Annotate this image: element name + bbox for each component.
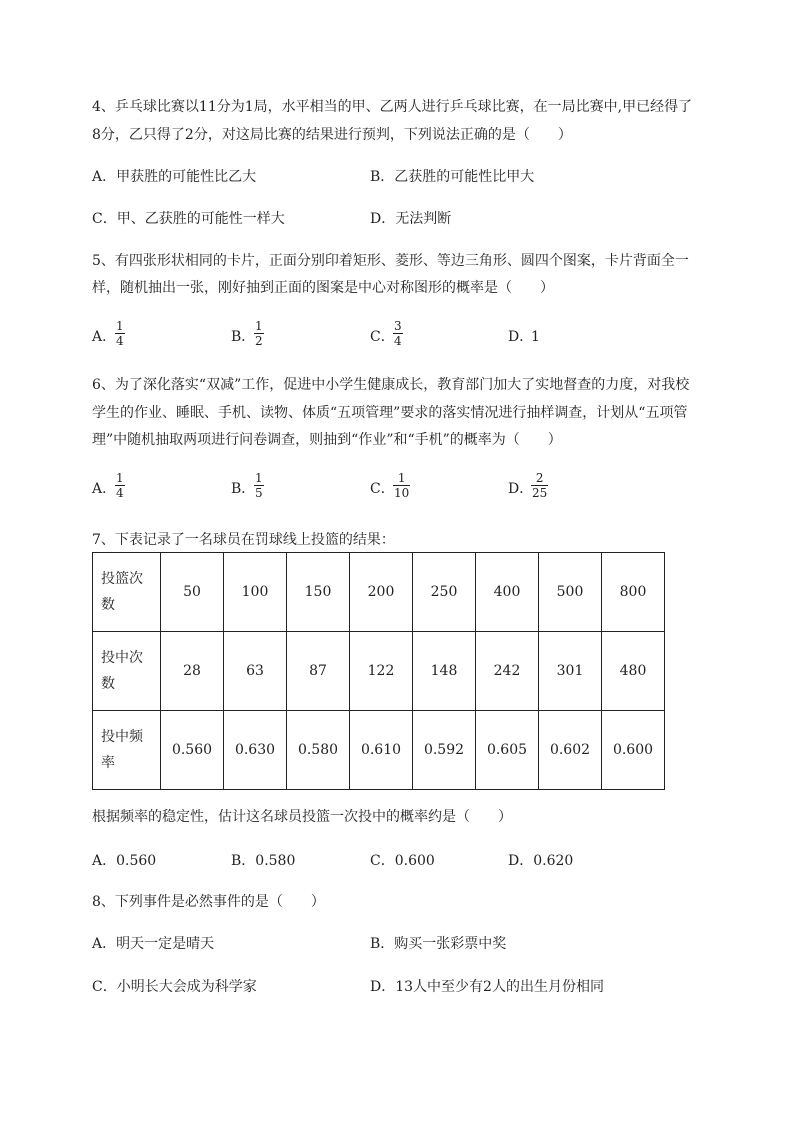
table-row bbox=[93, 553, 665, 632]
q8-option-d: D．13人中至少有2人的出生月份相同 bbox=[370, 979, 604, 995]
table-cell: 0.602 bbox=[539, 711, 602, 790]
fraction-denominator: 4 bbox=[116, 334, 124, 348]
table-cell: 150 bbox=[287, 553, 350, 632]
q7-stem: 7、下表记录了一名球员在罚球线上投篮的结果： bbox=[92, 532, 395, 548]
row-header-line: 率 bbox=[101, 755, 115, 771]
fraction-numerator: 1 bbox=[255, 471, 263, 485]
q4-option-d: D．无法判断 bbox=[370, 211, 452, 227]
q6-option-c-label: C． bbox=[370, 481, 395, 497]
table-cell: 0.630 bbox=[224, 711, 287, 790]
table-cell: 800 bbox=[602, 553, 665, 632]
table-cell: 500 bbox=[539, 553, 602, 632]
q5-option-d-label: D． bbox=[508, 329, 534, 345]
table-cell: 480 bbox=[602, 632, 665, 711]
table-cell: 0.605 bbox=[476, 711, 539, 790]
q5-option-a-fraction bbox=[115, 319, 125, 348]
table-cell: 0.560 bbox=[161, 711, 224, 790]
table-cell: 148 bbox=[413, 632, 476, 711]
table-cell: 242 bbox=[476, 632, 539, 711]
row-header bbox=[93, 632, 161, 711]
q7-option-c: C．0.600 bbox=[370, 853, 435, 869]
q4-stem-line1: 4、乒乓球比赛以11分为1局，水平相当的甲、乙两人进行乒乓球比赛，在一局比赛中,甲已经得了 bbox=[92, 99, 693, 115]
row-header bbox=[93, 711, 161, 790]
q5-option-b-label: B． bbox=[231, 329, 256, 345]
table-cell: 400 bbox=[476, 553, 539, 632]
table-cell: 50 bbox=[161, 553, 224, 632]
fraction-numerator: 1 bbox=[255, 319, 263, 333]
fraction-denominator: 10 bbox=[394, 486, 410, 500]
q8-stem: 8、下列事件是必然事件的是（ ） bbox=[92, 894, 325, 910]
row-header-line: 投篮次 bbox=[101, 571, 143, 587]
q6-stem-line1: 6、为了深化落实“双减”工作，促进中小学生健康成长，教育部门加大了实地督查的力度，对我校 bbox=[92, 377, 690, 393]
q8-option-b: B．购买一张彩票中奖 bbox=[370, 936, 507, 952]
q5-option-b-fraction bbox=[254, 319, 264, 348]
table-cell: 122 bbox=[350, 632, 413, 711]
fraction-numerator: 3 bbox=[394, 319, 402, 333]
fraction-denominator: 25 bbox=[532, 486, 548, 500]
shooting-results-table bbox=[92, 552, 665, 790]
q6-stem-line3: 理”中随机抽取两项进行问卷调查，则抽到“作业”和“手机”的概率为（ ） bbox=[92, 432, 562, 448]
table-cell: 0.592 bbox=[413, 711, 476, 790]
q6-option-d-fraction bbox=[531, 471, 548, 500]
table-cell: 100 bbox=[224, 553, 287, 632]
table-cell: 200 bbox=[350, 553, 413, 632]
q6-option-d-label: D． bbox=[508, 481, 534, 497]
q7-option-a: A．0.560 bbox=[92, 853, 157, 869]
table-cell: 0.580 bbox=[287, 711, 350, 790]
fraction-denominator: 4 bbox=[116, 486, 124, 500]
fraction-numerator: 2 bbox=[535, 471, 544, 485]
q6-option-a-fraction bbox=[115, 471, 125, 500]
q8-option-a: A．明天一定是晴天 bbox=[92, 936, 215, 952]
q4-option-b: B．乙获胜的可能性比甲大 bbox=[370, 169, 535, 185]
q4-option-c: C．甲、乙获胜的可能性一样大 bbox=[92, 211, 285, 227]
row-header-line: 投中频 bbox=[101, 729, 143, 745]
q6-option-c-fraction bbox=[393, 471, 410, 500]
q6-option-b-fraction bbox=[254, 471, 264, 500]
fraction-numerator: 1 bbox=[116, 471, 124, 485]
q6-stem-line2: 学生的作业、睡眠、手机、读物、体质“五项管理”要求的落实情况进行抽样调查，计划从“五项管 bbox=[92, 405, 688, 421]
q5-option-c-label: C． bbox=[370, 329, 395, 345]
q5-option-a-label: A． bbox=[92, 329, 117, 345]
q5-option-c-fraction bbox=[393, 319, 403, 348]
row-header bbox=[93, 553, 161, 632]
q7-question: 根据频率的稳定性，估计这名球员投篮一次投中的概率约是（ ） bbox=[92, 809, 512, 825]
fraction-denominator: 4 bbox=[394, 334, 402, 348]
q7-option-d: D．0.620 bbox=[508, 853, 574, 869]
fraction-denominator: 5 bbox=[255, 486, 263, 500]
table-cell: 87 bbox=[287, 632, 350, 711]
table-cell: 28 bbox=[161, 632, 224, 711]
row-header-line: 投中次 bbox=[101, 650, 143, 666]
fraction-numerator: 1 bbox=[116, 319, 124, 333]
table-cell: 63 bbox=[224, 632, 287, 711]
q5-option-d-value: 1 bbox=[531, 329, 540, 345]
table-cell: 301 bbox=[539, 632, 602, 711]
table-row bbox=[93, 632, 665, 711]
q5-stem-line2: 样，随机抽出一张，刚好抽到正面的图案是中心对称图形的概率是（ ） bbox=[92, 280, 554, 296]
row-header-line: 数 bbox=[101, 597, 115, 613]
table-row bbox=[93, 711, 665, 790]
fraction-denominator: 2 bbox=[255, 334, 263, 348]
fraction-numerator: 1 bbox=[397, 471, 406, 485]
q6-option-a-label: A． bbox=[92, 481, 117, 497]
table-cell: 0.600 bbox=[602, 711, 665, 790]
table-cell: 250 bbox=[413, 553, 476, 632]
q8-option-c: C．小明长大会成为科学家 bbox=[92, 979, 257, 995]
q4-option-a: A．甲获胜的可能性比乙大 bbox=[92, 169, 257, 185]
q5-stem-line1: 5、有四张形状相同的卡片，正面分别印着矩形、菱形、等边三角形、圆四个图案，卡片背面全一 bbox=[92, 253, 689, 269]
q6-option-b-label: B． bbox=[231, 481, 256, 497]
row-header-line: 数 bbox=[101, 676, 115, 692]
q7-option-b: B．0.580 bbox=[231, 853, 296, 869]
q4-stem-line2: 8分，乙只得了2分，对这局比赛的结果进行预判，下列说法正确的是（ ） bbox=[92, 127, 572, 143]
table-cell: 0.610 bbox=[350, 711, 413, 790]
